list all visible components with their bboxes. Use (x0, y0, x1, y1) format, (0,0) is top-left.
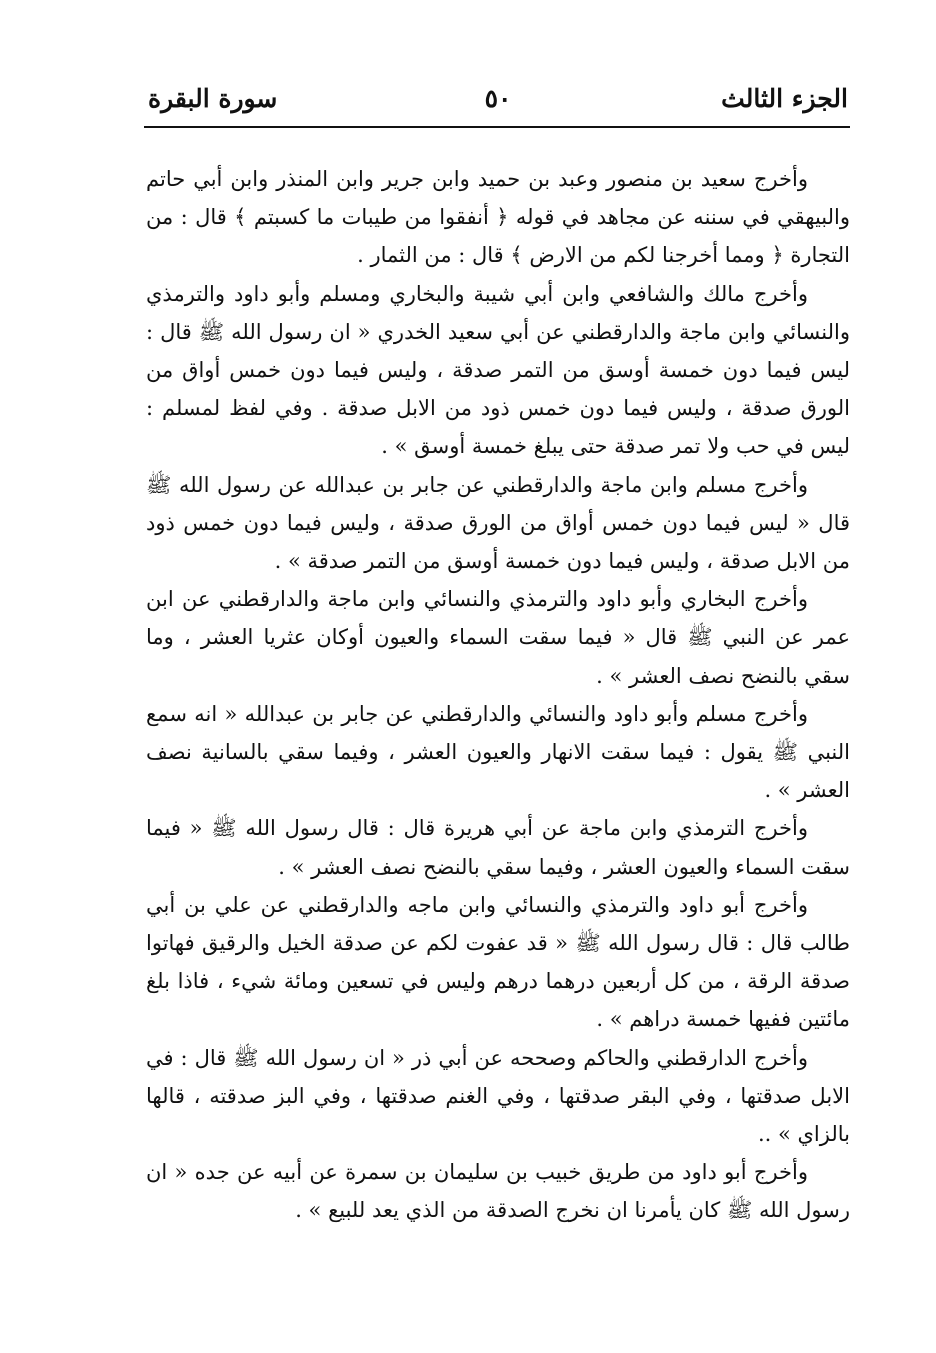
paragraph: وأخرج مسلم وابن ماجة والدارقطني عن جابر بن عبدالله عن رسول الله ﷺ قال « ليس فيما دون خمس أواق من الورق صدقة ، وليس فيما دون خمس ذود من الابل صدقة ، وليس فيما دون خمسة أوسق من التمر صدقة » . (146, 472, 850, 574)
surah-title: سورة البقرة (148, 84, 278, 113)
part-title: الجزء الثالث (721, 84, 848, 113)
paragraph: وأخرج الترمذي وابن ماجة عن أبي هريرة قال : قال رسول الله ﷺ « فيما سقت السماء والعيون العشر ، وفيما سقي بالنضح نصف العشر » . (146, 816, 850, 879)
paragraph: وأخرج أبو داود من طريق خبيب بن سليمان بن سمرة عن أبيه عن جده « ان رسول الله ﷺ كان يأمرنا ان نخرج الصدقة من الذي يعد للبيع » . (146, 1160, 850, 1223)
header-divider (144, 126, 850, 128)
paragraph: وأخرج مالك والشافعي وابن أبي شيبة والبخاري ومسلم وأبو داود والترمذي والنسائي وابن ماجة والدارقطني عن أبي سعيد الخدري « ان رسول الله ﷺ قال : ليس فيما دون خمسة أوسق من التمر صدقة ، وليس فيما دون خمس أواق من الورق صدقة ، وليس فيما دون خمس ذود من الابل صدقة . وفي لفظ لمسلم : ليس في حب ولا تمر صدقة حتى يبلغ خمسة أوسق » . (146, 281, 850, 459)
paragraph: وأخرج سعيد بن منصور وعبد بن حميد وابن جرير وابن المنذر وابن أبي حاتم والبيهقي في سننه عن مجاهد في قوله ﴿ أنفقوا من طيبات ما كسبتم ﴾ قال : من التجارة ﴿ ومما أخرجنا لكم من الارض ﴾ قال : من الثمار . (146, 167, 850, 268)
page-body (146, 160, 850, 1230)
paragraph: وأخرج أبو داود والترمذي والنسائي وابن ماجه والدارقطني عن علي بن أبي طالب قال : قال رسول الله ﷺ « قد عفوت لكم عن صدقة الخيل والرقيق فهاتوا صدقة الرقة ، من كل أربعين درهما درهم وليس في تسعين ومائة شيء ، فاذا بلغ مائتين ففيها خمسة دراهم » . (146, 892, 850, 1032)
page-number: ٥٠ (484, 84, 512, 113)
page-header (148, 82, 848, 122)
paragraph: وأخرج البخاري وأبو داود والترمذي والنسائي وابن ماجة والدارقطني عن ابن عمر عن النبي ﷺ قال « فيما سقت السماء والعيون أوكان عثريا العشر ، وما سقي بالنضح نصف العشر » . (146, 587, 850, 688)
paragraph: وأخرج مسلم وأبو داود والنسائي والدارقطني عن جابر بن عبدالله « انه سمع النبي ﷺ يقول : فيما سقت الانهار والعيون العشر ، وفيما سقي بالسانية نصف العشر » . (146, 701, 850, 803)
paragraph: وأخرج الدارقطني والحاكم وصححه عن أبي ذر « ان رسول الله ﷺ قال : في الابل صدقتها ، وفي البقر صدقتها ، وفي الغنم صدقتها ، وفي البز صدقته ، قالها بالزاي » .. (146, 1045, 850, 1147)
